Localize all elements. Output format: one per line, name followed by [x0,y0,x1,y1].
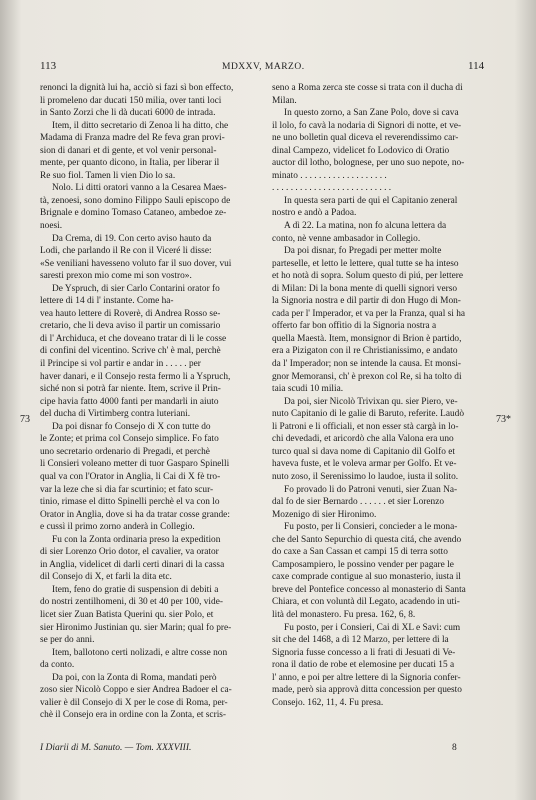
text-line: di Milan: Di la bona mente di quelli signori verso [272,283,458,294]
text-line: saresti prexon mio come mi son vostro». [40,271,192,282]
text-line: noesi. [40,221,63,232]
text-line: ne uno bolletin qual diceva el reverendissimo car- [272,133,459,144]
text-line: Mozenigo di sier Hironimo. [272,509,377,520]
footer-signature: 8 [452,743,457,753]
text-line: chè il Consejo era in ordine con la Zonta, et scris- [40,710,227,721]
text-line: Madama di Franza madre del Re feva gran provi- [40,133,225,144]
text-line: gnor Memoransi, ch' è prexon col Re, si ha tolto di [272,371,462,382]
text-line: dal fo de sier Bernardo . . . . . . et sier Lorenzo [272,497,445,508]
text-line: cada per l' Imperador, et va per la Franza, qual si ha [272,308,466,319]
text-line: In questo zorno, a San Zane Polo, dove si cava [284,108,459,119]
text-line: licet sier Zuan Batista Querini qu. sier Polo, et [40,609,214,620]
text-line: Orator in Anglia, dove si ha da tratar cosse grande: [40,509,230,520]
text-line: le Zonte; et prima col Consejo simplice. Fo fato [40,434,219,445]
text-line: Milan. [272,95,297,106]
text-line: li promeleno dar ducati 150 milia, over tanti loci [40,95,222,106]
text-line: mente, per quanto dicono, in Italia, per liberar il [40,158,220,169]
text-line: lità del monastero. Fu presa. 162, 6, 8. [272,609,416,620]
text-line: siché non si potrà far niente. Item, scrive il Prin- [40,384,221,395]
text-line: A dì 22. La matina, non fo alcuna lettera da [284,221,447,232]
text-line: li Consieri voleano metter di tuor Gasparo Spinelli [40,459,230,470]
text-line: made, però sia approvà ditta concession per questo [272,685,462,696]
text-line: qual va con l'Orator in Anglia, li Cai di X fè tro- [40,471,221,482]
text-line: Da poi disnar fo Consejo di X con tutte do [52,421,211,432]
text-line: se per do anni. [40,635,95,646]
text-line: parteselle, et letto le lettere, qual tutte se ha inteso [272,258,459,269]
text-line: che del Santo Sepurchio di questa citá, che avendo [272,534,462,545]
text-line: minato . . . . . . . . . . . . . . . . . . . [272,170,387,181]
text-line: lettere di 14 di l' instante. Come ha- [40,296,174,307]
text-line: Fu posto, per li Consieri, concieder a le mona- [284,522,458,533]
text-line: in Santo Zorzi che li dà ducati 6000 de intrada. [40,108,216,119]
text-line: di confini del vicentino. Scrive ch' è mal, perchè [40,346,221,357]
left-column [40,82,259,722]
text-line: nostro e andò a Padoa. [272,208,357,219]
text-line: valier è dil Consejo di X per le cose di Roma, per- [40,697,228,708]
text-line: do caxe a San Cassan et campi 15 di terra sotto [272,547,448,558]
text-line: offerto far bon offitio di la Signoria nostra a [272,321,437,332]
text-line: dil Consejo di X, et farli la dita etc. [40,572,172,583]
text-line: sion di danari et di gente, et vol venir personal- [40,145,217,156]
text-line: breve del Pontefice concesso al monasterio di Santa [272,584,466,595]
text-line: sier Hironimo Justinian qu. sier Marin; qual fo pre- [40,622,232,633]
text-line: . . . . . . . . . . . . . . . . . . . . . . . . . . [272,183,392,194]
text-line: di l' Archiduca, et che doveano tratar di li le cosse [40,333,227,344]
text-line: De Yspruch, di sier Carlo Contarini orator fo [52,283,220,294]
text-line: da l' Imperador; non se intende la causa. Et monsi- [272,359,462,370]
text-line: uno secretario ordenario di Pregadi, et perchè [40,446,210,457]
text-line: l' anno, e poi per altre lettere di la Signoria confer- [272,672,461,683]
text-line: di sier Lorenzo Orio dotor, el cavalier, va orator [40,547,219,558]
text-line: et ho notà di sopra. Solum questo di piú, per lettere [272,271,463,282]
text-line: Re suo fiol. Tamen li vien Dio lo sa. [40,170,176,181]
text-line: var la leze che si dia far scurtinio; et fato scur- [40,484,214,495]
running-title: MDXXV, MARZO. [222,62,305,72]
text-line: Nolo. Li ditti oratori vanno a la Cesarea Maes- [52,183,227,194]
text-line: era a Pizigaton con il re Christianissimo, e andato [272,346,458,357]
text-line: Camposampiero, le possino vender per pagare le [272,559,454,570]
text-line: haver danari, e il Consejo resta fermo li a Yspruch, [40,371,231,382]
text-line: Da Crema, di 19. Con certo aviso hauto da [52,233,212,244]
text-line: auctor dil lotho, bolognese, per uno suo nepote, no- [272,158,465,169]
right-column [272,82,492,709]
text-line: conto, nè venne ambasador in Collegio. [272,233,421,244]
text-line: taia scudi 10 milia. [272,384,344,395]
text-line: Da poi disnar, fo Pregadi per metter molte [284,246,442,257]
text-line: Fo provado li do Patroni venuti, sier Zuan Na- [284,484,458,495]
text-line: zoso sier Nicolò Coppo e sier Andrea Badoer el ca- [40,685,232,696]
text-line: nuto zoso, il Serenissimo lo laudoe, iusta il solito. [272,471,459,482]
text-line: Item, il ditto secretario di Zenoa li ha ditto, che [52,120,229,131]
page-number-right: 114 [468,60,485,72]
text-line: la Signoria nostra e dil partir di don Hugo di Mon- [272,296,461,307]
text-line: Chiara, et con voluntà dil Legato, acadendo in uti- [272,597,460,608]
text-line: dinal Campezo, videlicet fo Lodovico di Oratio [272,145,450,156]
text-line: il lolo, fo cavà la nodaria di Signori di notte, et ve- [272,120,462,131]
text-line: Item, ballotono certi nolizadi, e altre cosse non [52,647,228,658]
text-line: Da poi, sier Nicolò Trivixan qu. sier Piero, ve- [284,396,458,407]
text-line: turco qual si dava nome di Capitanio dil Golfo et [272,446,455,457]
text-line: Brignale e domino Tomaso Cataneo, ambedoe ze- [40,208,227,219]
text-line: e cussì il primo zorno anderà in Collegio. [40,522,195,533]
text-line: da conto. [40,660,75,671]
text-line: in Anglia, videlicet di darli certi dinari di la cassa [40,559,225,570]
text-line: nuto Capitanio di le galie di Baruto, referite. Laudò [272,409,465,420]
text-line: del ducha di Virtimberg contra luteriani. [40,409,191,420]
text-line: seno a Roma zerca ste cosse si trata con il ducha di [272,83,463,93]
text-line: sit che del 1468, a dì 12 Marzo, per lettere di la [272,635,449,646]
page-number-left: 113 [40,60,57,72]
margin-number-left: 73 [20,414,30,425]
text-line: vea hauto lettere di Roverè, di Andrea Rosso se- [40,308,221,319]
text-line: caxe comprade contigue al suo monasterio, iusta il [272,572,461,583]
text-line: Lodi, che parlando il Re con il Viceré li disse: [40,246,212,257]
text-line: Item, feno do gratie di suspension di debiti a [52,584,219,595]
text-line: il Principe si vol partir e andar in . . . . . per [40,359,201,370]
text-line: rona il datio de robe et elemosine per ducati 15 a [272,660,455,671]
text-line: In questa sera parti de qui el Capitanio zeneral [284,195,458,206]
text-line: «Se veniliani havesseno voluto far il suo dover, vui [40,258,232,269]
text-line: haveva fuste, et le voleva armar per Golfo. Et ve- [272,459,457,470]
text-line: do nostri zentilhomeni, di 30 et 40 per 100, vide- [40,597,223,608]
text-line: Fu con la Zonta ordinaria preso la expedition [52,534,221,545]
text-line: Fu posto, per i Consieri, Cai di XL e Savi: cum [284,622,461,633]
text-line: renonci la dignità lui ha, acciò si fazi sì bon effecto, [40,83,234,93]
text-line: cipe havia fatto 4000 fanti per mandarli in aiuto [40,396,219,407]
text-line: tinio, rimase el ditto Spinelli perchè el va con lo [40,497,220,508]
text-line: chi devedadi, et aricordò che alla Valona era uno [272,434,454,445]
text-line: quella Maestà. Item, monsignor di Brion è partido, [272,333,462,344]
footer-citation: I Diarii di M. Sanuto. — Tom. XXXVIII. [40,743,192,753]
margin-number-right: 73* [496,414,511,425]
text-line: cretario, che li deva aviso il partir un comissario [40,321,221,332]
text-line: tà, zenoesi, sono domino Filippo Sauli episcopo de [40,195,231,206]
text-line: Consejo. 162, 11, 4. Fu presa. [272,697,384,708]
text-line: Da poi, con la Zonta di Roma, mandati però [52,672,217,683]
text-line: Signoria fusse concesso a li frati di Jesuati di Ve- [272,647,456,658]
text-line: li Patroni e li officiali, et non esser stà cargà in lo- [272,421,459,432]
